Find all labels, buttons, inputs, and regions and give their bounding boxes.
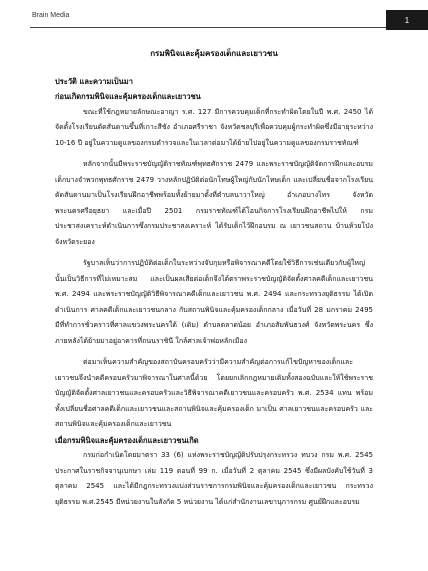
paragraph: ขณะที่ใช้กฎหมายลักษณะอาญา ร.ศ. 127 มีการควบคุมเด็กที่กระทำผิดโดยในปี พ.ศ. 2450 ได้จัดตั้งโรงเรียนดัดสันดานขึ้นที่เกาะสีชัง อำเภอศรีราชา จังหวัดชลบุรีเพื่อควบคุมผู้กระทำผิดซึ่งมีอายุระหว่าง 10-16 ปี อยู่ในความดูแลของกรมตำรวจและในเวลาต่อมาได้ย้ายไปอยู่ในความดูแลของกรมราชทัณฑ์ xyxy=(55,107,373,147)
header-divider xyxy=(30,27,386,28)
paragraph: ต่อมาเห็นความสำคัญของสถาบันครอบครัวว่ามีความสำคัญต่อการแก้ไขปัญหาของเด็กและเยาวชนจึงนำคดีครอบครัวมาพิจารณาในศาลนี้ด้วย โดยยกเลิกกฎหมายเดิมทั้งสองฉบับและให้ใช้พระราชบัญญัติจัดตั้งศาลเยาวชนและครอบครัวและวิธีพิจารณาคดีเยาวชนและครอบครัว พ.ศ. 2534 แทน พร้อมทั้งเปลี่ยนชื่อศาลคดีเด็กและเยาวชนและสถานพินิจและคุ้มครองเด็ก มาเป็น ศาลเยาวชนและครอบครัว และสถานพินิจและคุ้มครองเด็กและเยาวชน xyxy=(55,358,373,428)
section-heading: ประวัติ และความเป็นมา xyxy=(55,76,133,86)
paragraph: กรมก่อกำเนิดโดยมาตรา 33 (6) แห่งพระราชบัญญัติปรับปรุงกระทรวง ทบวง กรม พ.ศ. 2545 ประกาศในราชกิจจานุเบกษา เล่ม 119 ตอนที่ 99 ก. เมื่อวันที่ 2 ตุลาคม 2545 ซึ่งมีผลบังคับใช้วันที่ 3 ตุลาคม 2545 และได้มีกฎกระทรวงแบ่งส่วนราชการกรมพินิจและคุ้มครองเด็กและเยาวชน กระทรวงยุติธรรม พ.ศ.2545 มีหน่วยงานในสังกัด 5 หน่วยงาน ได้แก่สำนักงานเลขานุการกรม ศูนย์ฝึกและอบรม xyxy=(55,451,373,506)
page-number-badge: 1 xyxy=(386,10,428,30)
document-body xyxy=(55,40,373,510)
subheading-before-founding: ก่อนเกิดกรมพินิจและคุ้มครองเด็กและเยาวชน xyxy=(55,92,201,101)
paragraph: รัฐบาลเห็นว่าการปฏิบัติต่อเด็กในระหว่างจับกุมหรือพิจารณาคดีโดยใช้วิธีการเช่นเดียวกับผู้ใหญ่นั้นเป็นวิธีการที่ไม่เหมาะสม และเป็นผลเสียต่อเด็กจึงได้ตราพระราชบัญญัติจัดตั้งศาลคดีเด็กและเยาวชน พ.ศ. 2494 และพระราชบัญญัติวิธีพิจารณาคดีเด็กและเยาวชน พ.ศ. 2494 และกระทรวงยุติธรรม ได้เปิดดำเนินการ ศาลคดีเด็กและเยาวชนกลาง กับสถานพินิจและคุ้มครองเด็กกลาง เมื่อวันที่ 28 มกราคม 2495 มีที่ทำการชั่วคราวที่ศาลแขวงพระนครใต้ (เดิม) ตำบลตลาดน้อย อำเภอสัมพันธวงศ์ จังหวัดพระนคร ซึ่งภายหลังได้ย้ายมาอยู่อาคารที่ถนนราชินี ใกล้ศาลเจ้าพ่อหลักเมือง xyxy=(55,259,373,345)
subheading-after-founding: เมื่อกรมพินิจและคุ้มครองเด็กและเยาวชนเกิด xyxy=(55,435,199,445)
paragraph: หลักจากนั้นมีพระราชบัญญัติราชทัณฑ์พุทธศักราช 2479 และพระราชบัญญัติจัดการฝึกและอบรมเด็กบางจำพวกพุทธศักราช 2479 วางหลักปฏิบัติต่อนักโทษผู้ใหญ่กับนักโทษเด็ก และเปลี่ยนชื่อจากโรงเรียนดัดสันดานมาเป็นโรงเรียนฝึกอาชีพพร้อมทั้งย้ายมาตั้งที่ตำบลนาวาใหญ่ อำเภอบางไทร จังหวัดพระนครศรีอยุธยา และเมื่อปี 2501 กรมราชทัณฑ์ได้โอนกิจการโรงเรียนฝึกอาชีพไปให้ กรมประชาสงเคราะห์ดำเนินการซึ่งกรมประชาสงเคราะห์ ได้รับเด็กไว้ฝึกอบรม ณ เยาวชนสถาน บ้านห้วยโป่ง จังหวัดระยอง xyxy=(55,160,373,246)
brand-label: Brain Media xyxy=(32,12,70,19)
page-header xyxy=(0,0,428,40)
document-title: กรมพินิจและคุ้มครองเด็กและเยาวชน xyxy=(150,49,278,58)
